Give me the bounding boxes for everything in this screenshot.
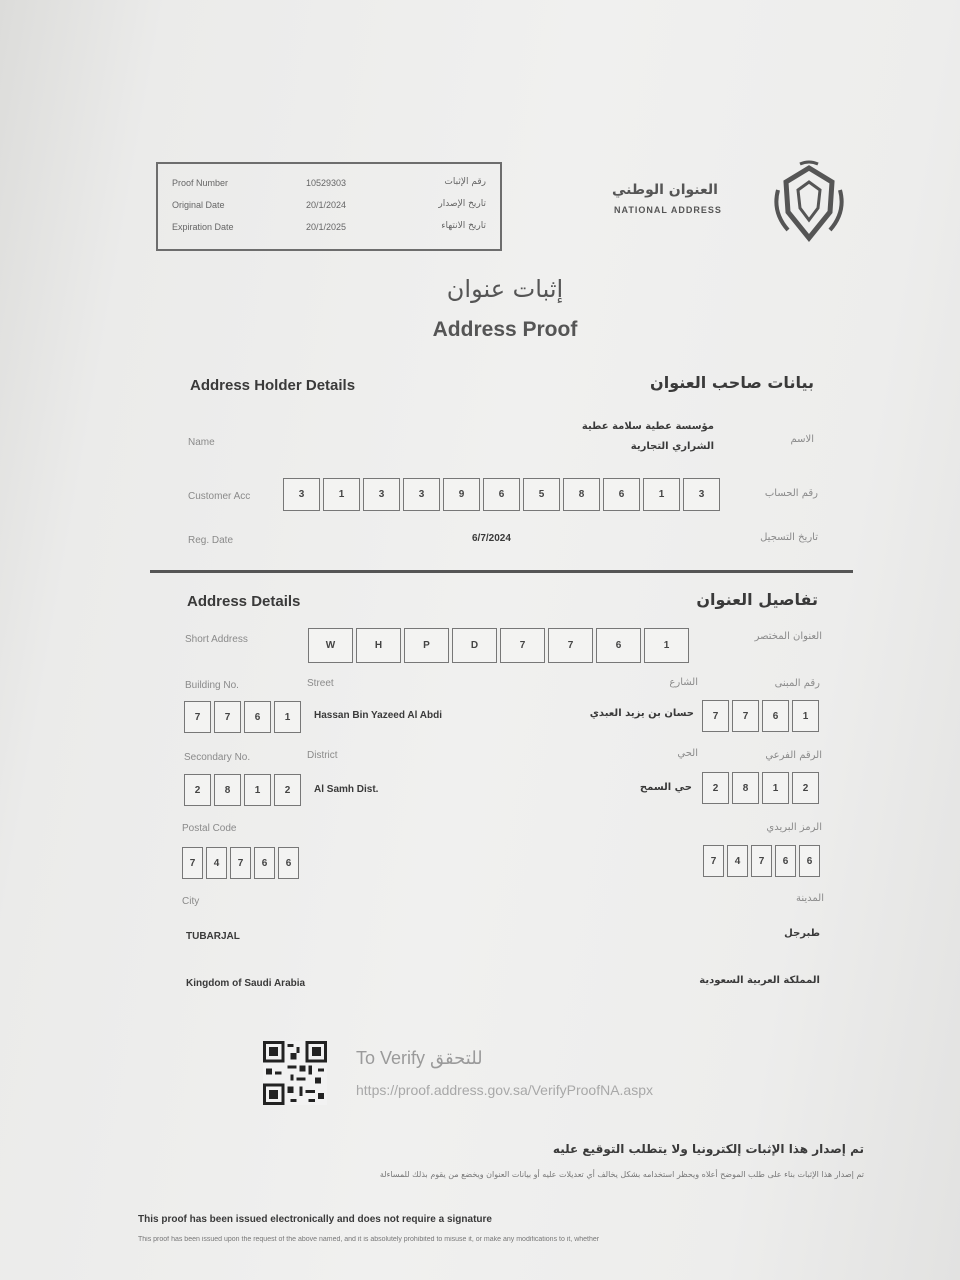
digit-cell: 8 [214, 774, 241, 806]
qr-code-icon[interactable] [263, 1040, 327, 1106]
footer-note-title-ar: تم إصدار هذا الإثبات إلكترونيا ولا يتطلب التوقيع عليه [552, 1142, 864, 1156]
postal-label-en: Postal Code [182, 823, 237, 834]
digit-cell: 6 [278, 847, 299, 879]
char-cell: 7 [500, 628, 545, 663]
footer-note-body-ar: تم إصدار هذا الإثبات بناء على طلب الموضح أعلاه ويحظر استخدامه بشكل يخالف أي تعديلات عليه أو بيانات العنوان ويخضع من يقوم بذلك للمساءلة [379, 1170, 864, 1179]
digit-cell: 8 [563, 478, 600, 511]
digit-cell: 6 [603, 478, 640, 511]
name-label-ar: الاسم [790, 434, 814, 445]
digit-cell: 1 [244, 774, 271, 806]
proof-info-box [156, 162, 502, 251]
proof-row-label-en: Original Date [172, 200, 225, 210]
digit-cell: 1 [792, 700, 819, 732]
page-title-ar: إثبات عنوان [446, 275, 564, 303]
digit-cell: 7 [214, 701, 241, 733]
char-cell: 6 [596, 628, 641, 663]
logo-text-ar: العنوان الوطني [612, 182, 718, 198]
char-cell: 1 [644, 628, 689, 663]
char-cell: 7 [548, 628, 593, 663]
district-value-ar: حي السمح [639, 782, 692, 793]
digit-cell: 5 [523, 478, 560, 511]
verify-label: To Verify للتحقق [356, 1048, 483, 1068]
verify-link[interactable]: https://proof.address.gov.sa/VerifyProofNA.aspx [356, 1082, 654, 1098]
customer-label-ar: رقم الحساب [764, 488, 818, 499]
short-address-label-ar: العنوان المختصر [754, 631, 822, 642]
name-value-line1: مؤسسة عطية سلامة عطية [581, 421, 714, 432]
digit-cell: 6 [244, 701, 271, 733]
digit-cell: 7 [184, 701, 211, 733]
proof-row-label-ar: رقم الإثبات [444, 177, 486, 187]
digit-cell: 2 [274, 774, 301, 806]
street-label-ar: الشارع [669, 677, 698, 688]
building-label-en: Building No. [185, 680, 239, 691]
digit-cell: 7 [732, 700, 759, 732]
district-label-en: District [307, 750, 338, 761]
digit-cell: 3 [283, 478, 320, 511]
digit-cell: 3 [363, 478, 400, 511]
secondary-number-cells-ar [702, 772, 822, 804]
street-value-en: Hassan Bin Yazeed Al Abdi [314, 710, 443, 721]
char-cell: H [356, 628, 401, 663]
holder-section-title-en: Address Holder Details [190, 377, 356, 394]
digit-cell: 4 [727, 845, 748, 877]
digit-cell: 2 [702, 772, 729, 804]
proof-row-value: 10529303 [306, 178, 347, 188]
digit-cell: 1 [323, 478, 360, 511]
section-divider [150, 570, 853, 573]
page-title-en: Address Proof [432, 318, 578, 341]
city-value-ar: طبرجل [784, 928, 820, 939]
proof-row-label-ar: تاريخ الانتهاء [441, 221, 486, 231]
holder-section-title-ar: بيانات صاحب العنوان [650, 373, 814, 392]
digit-cell: 4 [206, 847, 227, 879]
country-value-en: Kingdom of Saudi Arabia [186, 978, 306, 989]
digit-cell: 2 [184, 774, 211, 806]
proof-row-value: 20/1/2024 [306, 200, 347, 210]
digit-cell: 6 [483, 478, 520, 511]
city-label-ar: المدينة [795, 893, 824, 904]
secondary-label-ar: الرقم الفرعي [765, 750, 822, 761]
footer-note-title-en: This proof has been issued electronically and does not require a signature [138, 1214, 492, 1225]
postal-code-cells-en [182, 847, 299, 879]
digit-cell: 2 [792, 772, 819, 804]
digit-cell: 6 [762, 700, 789, 732]
digit-cell: 3 [683, 478, 720, 511]
digit-cell: 8 [732, 772, 759, 804]
proof-row [172, 218, 486, 238]
address-section-title-en: Address Details [187, 593, 301, 610]
building-number-cells-en [184, 701, 304, 733]
reg-date-value: 6/7/2024 [472, 533, 511, 544]
secondary-number-cells-en [184, 774, 304, 806]
reg-date-label-ar: تاريخ التسجيل [760, 532, 818, 543]
building-label-ar: رقم المبنى [774, 678, 820, 689]
customer-label-en: Customer Acc [188, 491, 251, 502]
customer-account-cells [283, 478, 723, 511]
short-address-cells [308, 628, 692, 663]
proof-row-value: 20/1/2025 [306, 222, 347, 232]
national-address-logo-icon [770, 160, 848, 244]
proof-row-label-en: Expiration Date [172, 222, 234, 232]
digit-cell: 1 [274, 701, 301, 733]
char-cell: W [308, 628, 353, 663]
postal-label-ar: الرمز البريدي [766, 822, 822, 833]
district-label-ar: الحي [677, 748, 698, 759]
secondary-label-en: Secondary No. [184, 752, 251, 763]
proof-row [172, 196, 486, 216]
address-section-title-ar: تفاصيل العنوان [696, 590, 818, 609]
name-value-line2: الشراري التجارية [630, 441, 714, 452]
digit-cell: 9 [443, 478, 480, 511]
building-number-cells-ar [702, 700, 822, 732]
proof-row [172, 174, 486, 194]
street-label-en: Street [307, 678, 334, 689]
proof-row-label-ar: تاريخ الإصدار [438, 199, 486, 209]
digit-cell: 6 [254, 847, 275, 879]
name-label-en: Name [188, 437, 215, 448]
char-cell: P [404, 628, 449, 663]
digit-cell: 3 [403, 478, 440, 511]
footer-note-body-en: This proof has been issued upon the request of the above named, and it is absolutely prohibited to misuse it, or make any modifications to it, whether [138, 1236, 600, 1243]
char-cell: D [452, 628, 497, 663]
logo-text-en: NATIONAL ADDRESS [614, 205, 722, 215]
city-label-en: City [182, 896, 200, 907]
digit-cell: 1 [643, 478, 680, 511]
proof-row-label-en: Proof Number [172, 178, 229, 188]
postal-code-cells-ar [703, 845, 820, 877]
street-value-ar: حسان بن يزيد العبدي [589, 708, 694, 719]
country-value-ar: المملكة العربية السعودية [699, 975, 820, 986]
digit-cell: 7 [702, 700, 729, 732]
city-value-en: TUBARJAL [186, 931, 240, 942]
short-address-label-en: Short Address [185, 634, 248, 645]
digit-cell: 7 [230, 847, 251, 879]
digit-cell: 6 [775, 845, 796, 877]
digit-cell: 7 [182, 847, 203, 879]
district-value-en: Al Samh Dist. [314, 784, 379, 795]
digit-cell: 6 [799, 845, 820, 877]
reg-date-label-en: Reg. Date [188, 535, 234, 546]
digit-cell: 7 [751, 845, 772, 877]
digit-cell: 1 [762, 772, 789, 804]
digit-cell: 7 [703, 845, 724, 877]
